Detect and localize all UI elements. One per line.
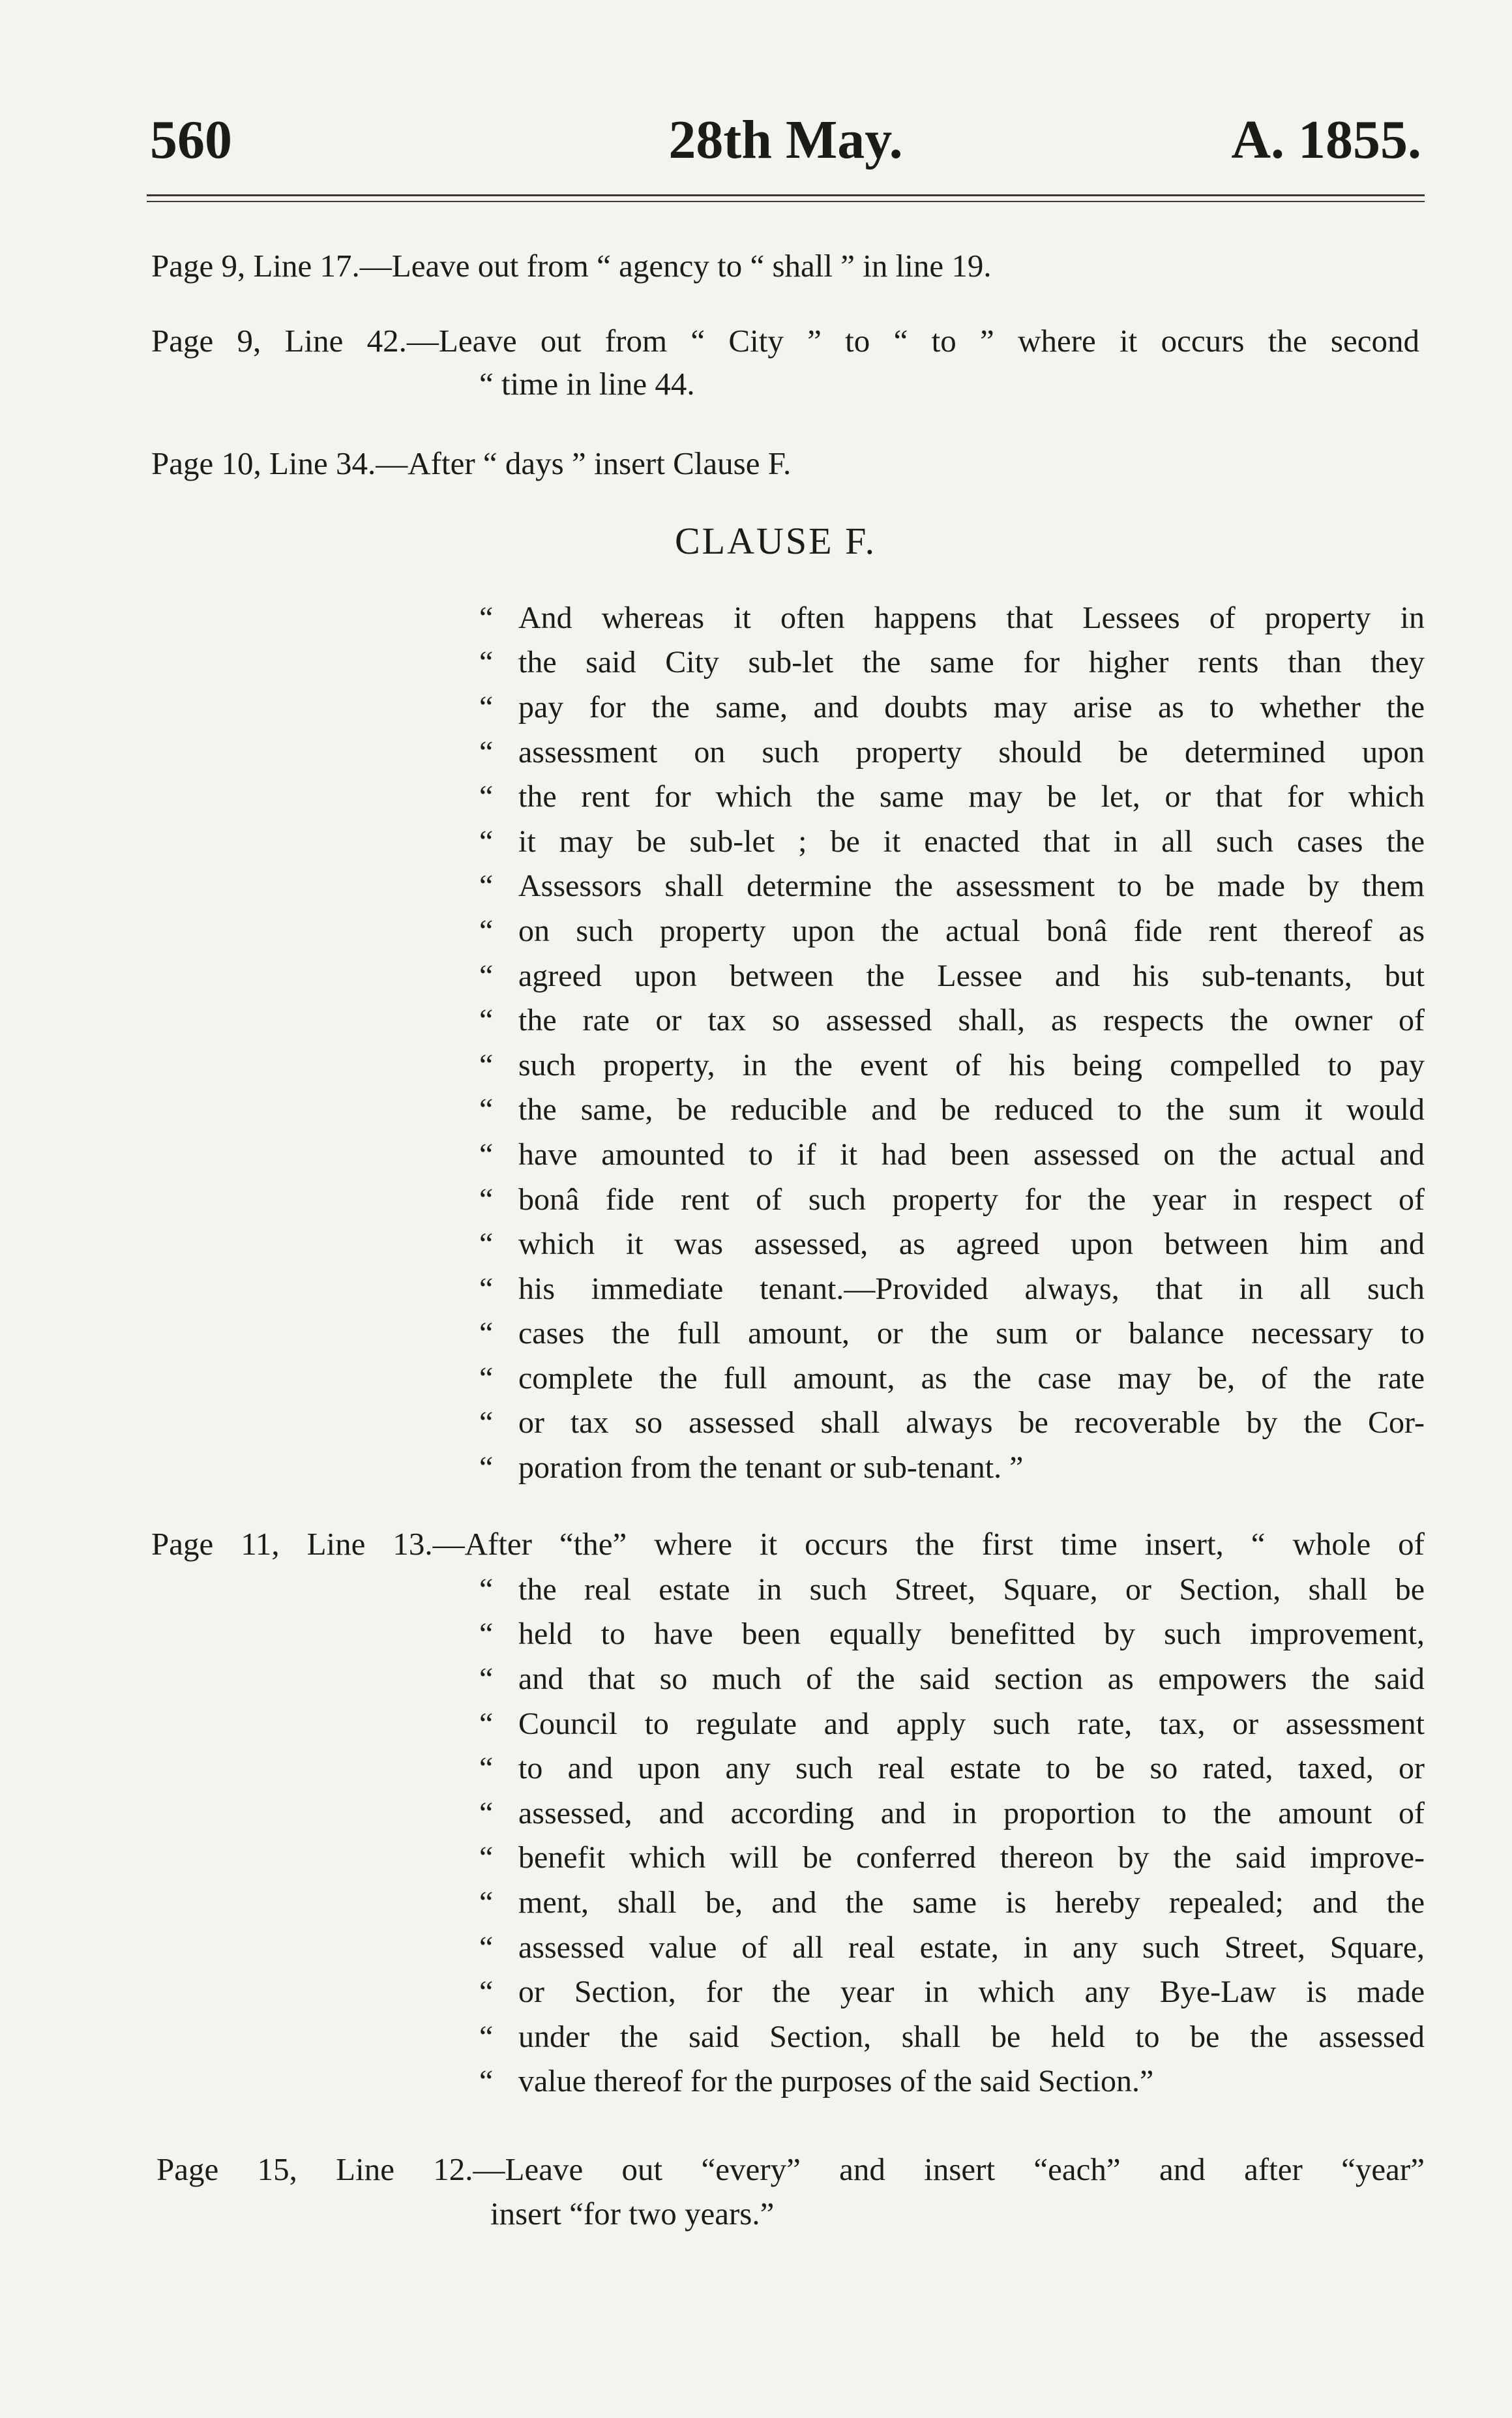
clause-f-heading: CLAUSE F.	[675, 520, 877, 562]
text-line: have amounted to if it had been assessed on the actual and	[518, 1137, 1425, 1172]
open-quote-mark: “	[479, 1930, 494, 1965]
clause-f-line	[479, 1445, 1425, 1490]
amendment-line	[479, 1836, 1425, 1881]
clause-f-line	[479, 595, 1425, 640]
amendment-line	[479, 1791, 1425, 1836]
amendment-line	[479, 1656, 1425, 1701]
text-line: held to have been equally benefitted by such improvement,	[518, 1617, 1425, 1652]
open-quote-mark: “	[479, 1047, 494, 1082]
clause-f-line	[479, 1177, 1425, 1222]
open-quote-mark: “	[479, 958, 494, 993]
open-quote-mark: “	[479, 1617, 494, 1652]
amendment-page-11-text	[479, 1567, 1425, 2104]
open-quote-mark: “	[479, 1316, 494, 1351]
open-quote-mark: “	[479, 1092, 494, 1127]
text-line: the same, be reducible and be reduced to the sum it would	[518, 1092, 1425, 1127]
open-quote-mark: “	[479, 1885, 494, 1920]
text-line: poration from the tenant or sub-tenant. ”	[518, 1450, 1024, 1485]
text-line: ment, shall be, and the same is hereby repealed; and the	[518, 1885, 1425, 1920]
clause-f-line	[479, 953, 1425, 998]
clause-f-line	[479, 685, 1425, 730]
clause-f-line	[479, 774, 1425, 819]
open-quote-mark: “	[479, 689, 494, 724]
page-number: 560	[150, 110, 232, 170]
clause-f-line	[479, 730, 1425, 775]
open-quote-mark: “	[479, 1227, 494, 1262]
text-line: assessment on such property should be determined upon	[518, 734, 1425, 769]
clause-f-line	[479, 1221, 1425, 1266]
open-quote-mark: “	[479, 1405, 494, 1440]
amendment-line	[479, 1880, 1425, 1925]
text-line: the real estate in such Street, Square, or Section, shall be	[518, 1572, 1425, 1607]
text-line: Assessors shall determine the assessment to be made by them	[518, 869, 1425, 904]
page-header	[150, 104, 1421, 176]
open-quote-mark: “	[479, 2019, 494, 2054]
clause-f-line	[479, 1401, 1425, 1446]
amendment-page-9-line-42-cont: “ time in line 44.	[479, 366, 695, 402]
amendment-line	[479, 2059, 1425, 2104]
text-line: or tax so assessed shall always be recoverable by the Cor-	[518, 1405, 1425, 1440]
clause-f-line	[479, 1266, 1425, 1311]
amendment-line	[479, 1925, 1425, 1970]
header-date: 28th May.	[668, 110, 903, 170]
clause-f-line	[479, 1043, 1425, 1088]
open-quote-mark: “	[479, 600, 494, 635]
amendment-line	[479, 1969, 1425, 2014]
clause-f-line	[479, 864, 1425, 909]
text-line: agreed upon between the Lessee and his sub-tenants, but	[518, 958, 1425, 993]
text-line: value thereof for the purposes of the said Section.”	[518, 2064, 1154, 2099]
text-line: his immediate tenant.—Provided always, that in all such	[518, 1271, 1425, 1306]
amendment-page-10-line-34: Page 10, Line 34.—After “ days ” insert Clause F.	[151, 445, 792, 481]
open-quote-mark: “	[479, 1182, 494, 1217]
amendment-page-15-line-12-cont: insert “for two years.”	[490, 2196, 775, 2231]
amendment-line	[479, 1746, 1425, 1791]
clause-f-line	[479, 819, 1425, 864]
amendment-page-11-line-13: Page 11, Line 13.—After “the” where it occurs the first time insert, “ whole of	[151, 1526, 1425, 1562]
clause-f-line	[479, 1132, 1425, 1177]
text-line: complete the full amount, as the case may be, of the rate	[518, 1360, 1425, 1396]
text-line: under the said Section, shall be held to be the assessed	[518, 2019, 1425, 2054]
open-quote-mark: “	[479, 2064, 494, 2099]
open-quote-mark: “	[479, 869, 494, 904]
text-line: which it was assessed, as agreed upon between him and	[518, 1227, 1425, 1262]
clause-f-line	[479, 1356, 1425, 1401]
open-quote-mark: “	[479, 1840, 494, 1875]
open-quote-mark: “	[479, 913, 494, 948]
text-line: the said City sub-let the same for higher rents than they	[518, 645, 1425, 680]
open-quote-mark: “	[479, 779, 494, 814]
open-quote-mark: “	[479, 1572, 494, 1607]
amendment-page-9-line-42: Page 9, Line 42.—Leave out from “ City ” to “ to ” where it occurs the second	[151, 323, 1419, 359]
text-line: such property, in the event of his being compelled to pay	[518, 1047, 1425, 1082]
text-line: cases the full amount, or the sum or balance necessary to	[518, 1316, 1425, 1351]
text-line: assessed, and according and in proportion to the amount of	[518, 1795, 1425, 1830]
open-quote-mark: “	[479, 1450, 494, 1485]
open-quote-mark: “	[479, 645, 494, 680]
open-quote-mark: “	[479, 1661, 494, 1696]
open-quote-mark: “	[479, 1706, 494, 1741]
amendment-page-9-line-17: Page 9, Line 17.—Leave out from “ agency to “ shall ” in line 19.	[151, 248, 992, 284]
text-line: bonâ fide rent of such property for the year in respect of	[518, 1182, 1425, 1217]
open-quote-mark: “	[479, 1003, 494, 1038]
header-rule-thick	[147, 194, 1425, 196]
open-quote-mark: “	[479, 1360, 494, 1396]
open-quote-mark: “	[479, 1795, 494, 1830]
text-line: on such property upon the actual bonâ fide rent thereof as	[518, 913, 1425, 948]
text-line: assessed value of all real estate, in any such Street, Square,	[518, 1930, 1425, 1965]
header-rule-thin	[147, 201, 1425, 202]
open-quote-mark: “	[479, 1271, 494, 1306]
clause-f-text	[479, 595, 1425, 1490]
header-year: A. 1855.	[1231, 110, 1421, 170]
open-quote-mark: “	[479, 734, 494, 769]
open-quote-mark: “	[479, 1751, 494, 1786]
amendment-line	[479, 2014, 1425, 2059]
text-line: it may be sub-let ; be it enacted that in all such cases the	[518, 824, 1425, 859]
amendment-line	[479, 1701, 1425, 1746]
open-quote-mark: “	[479, 1137, 494, 1172]
amendment-line	[479, 1612, 1425, 1657]
text-line: and that so much of the said section as empowers the said	[518, 1661, 1425, 1696]
clause-f-line	[479, 1311, 1425, 1356]
text-line: Council to regulate and apply such rate, tax, or assessment	[518, 1706, 1425, 1741]
clause-f-line	[479, 908, 1425, 953]
text-line: And whereas it often happens that Lessees of property in	[518, 600, 1425, 635]
amendment-page-15-line-12: Page 15, Line 12.—Leave out “every” and insert “each” and after “year”	[156, 2151, 1425, 2187]
open-quote-mark: “	[479, 824, 494, 859]
amendment-line	[479, 1567, 1425, 1612]
text-line: to and upon any such real estate to be so rated, taxed, or	[518, 1751, 1425, 1786]
clause-f-line	[479, 640, 1425, 685]
text-line: or Section, for the year in which any Bye-Law is made	[518, 1975, 1425, 2010]
clause-f-line	[479, 1088, 1425, 1133]
clause-f-line	[479, 998, 1425, 1043]
open-quote-mark: “	[479, 1975, 494, 2010]
text-line: the rent for which the same may be let, or that for which	[518, 779, 1425, 814]
text-line: benefit which will be conferred thereon by the said improve-	[518, 1840, 1425, 1875]
text-line: pay for the same, and doubts may arise as to whether the	[518, 689, 1425, 724]
text-line: the rate or tax so assessed shall, as respects the owner of	[518, 1003, 1425, 1038]
